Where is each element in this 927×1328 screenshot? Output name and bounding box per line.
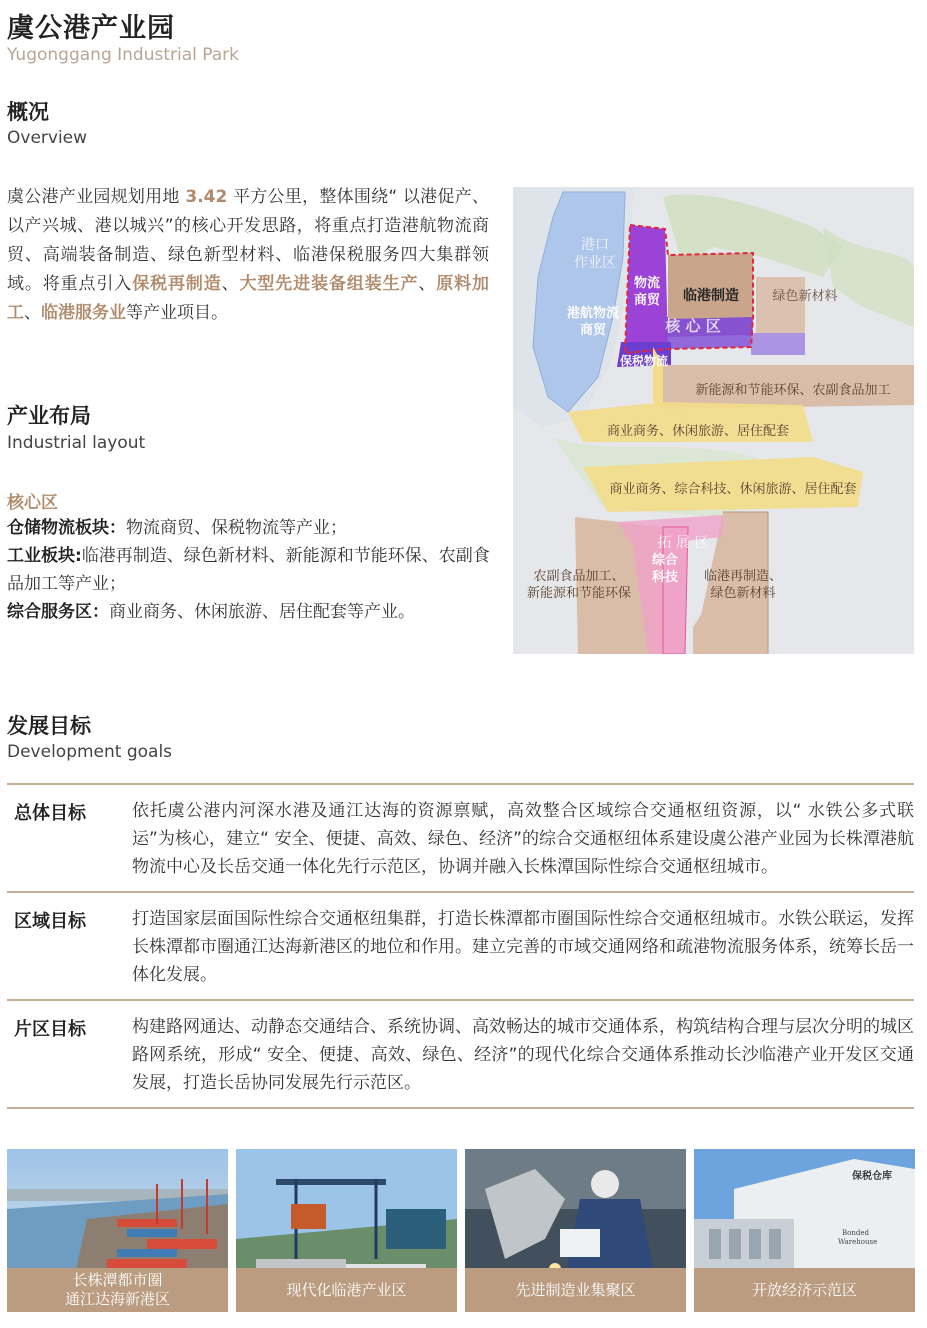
goal-label: 片区目标	[14, 1019, 86, 1040]
caption-text: 开放经济示范区	[751, 1280, 857, 1299]
photo-warehouse	[694, 1149, 915, 1312]
map-label-logistics-l2: 商贸	[579, 323, 607, 338]
warehouse-sign-en2: Warehouse	[838, 1238, 878, 1246]
layout-item	[7, 542, 497, 598]
layout-item	[7, 598, 497, 626]
photo-caption	[465, 1268, 686, 1312]
warehouse-sign-cn: 保税仓库	[852, 1171, 892, 1182]
map-label-port-l2: 作业区	[574, 255, 616, 271]
map-label-bonded: 保税物流	[619, 354, 669, 368]
caption-text: 先进制造业集聚区	[515, 1280, 636, 1299]
goal-label: 区域目标	[14, 911, 86, 932]
map-label-expand: 拓 展 区	[657, 535, 709, 551]
goals-heading-en: Development goals	[7, 742, 173, 762]
layout-item-label: 工业板块:	[7, 546, 82, 566]
map-label-core: 核 心 区	[665, 317, 721, 335]
photo-caption	[694, 1268, 915, 1312]
overview-heading-en: Overview	[7, 128, 88, 148]
overview-text-2: 平方公里，整体围绕“ 以港促产、以产兴城、港以城兴”的核心开发思路，将重点打造港航物流商贸、高端装备制造、绿色新型材料、临港保税服务四大集群领域。将重点引入	[7, 187, 489, 294]
goals-heading: 发展目标	[7, 714, 91, 738]
goal-text: 依托虞公港内河深水港及通江达海的资源禀赋，高效整合区域综合交通枢纽资源，以“ 水铁公多式联运”为核心，建立“ 安全、便捷、高效、绿色、经济”的综合交通枢纽体系建设虞公港产业园为长株潭港航物流中心及长岳交通一体化先行示范区，协调并融入长株潭国际性综合交通枢纽城市。	[132, 801, 914, 877]
industrial-layout-map	[513, 187, 914, 654]
goal-row-overall	[7, 783, 914, 891]
map-label-agri-l1: 农副食品加工、	[533, 569, 625, 584]
goal-text: 打造国家层面国际性综合交通枢纽集群，打造长株潭都市圈国际性综合交通枢纽城市。水铁公联运，发挥长株潭都市圈通江达海新港区的地位和作用。建立完善的市域交通网络和疏港物流服务体系，统筹长岳一体化发展。	[132, 909, 914, 985]
map-label-agri-l2: 新能源和节能环保	[526, 586, 632, 601]
overview-text-3: 等产业项目。	[126, 303, 228, 323]
caption-text: 现代化临港产业区	[286, 1280, 407, 1299]
map-label-reman-l1: 临港再制造、	[703, 569, 783, 584]
photo-caption	[7, 1268, 228, 1312]
layout-item-text: 商业商务、休闲旅游、居住配套等产业。	[109, 602, 415, 622]
layout-heading-en: Industrial layout	[7, 433, 146, 453]
sep: 、	[24, 303, 41, 323]
warehouse-sign-en1: Bonded	[842, 1229, 869, 1237]
goal-row-area	[7, 999, 914, 1109]
sep: 、	[221, 274, 240, 294]
photo-port	[7, 1149, 228, 1312]
highlight-raw: 原料加工	[7, 274, 490, 323]
area-value: 3.42	[185, 187, 228, 207]
map-label-tech-l2: 科技	[651, 570, 679, 585]
map-label-port-l1: 港口	[581, 237, 609, 253]
layout-item-text: 物流商贸、保税物流等产业；	[126, 518, 347, 538]
photo-caption	[236, 1268, 457, 1312]
map-label-wuliu-l2: 商贸	[633, 293, 661, 308]
map-label-biz2: 商业商务、综合科技、休闲旅游、居住配套	[609, 482, 857, 497]
layout-heading: 产业布局	[7, 404, 91, 428]
map-label-biz1: 商业商务、休闲旅游、居住配套	[606, 424, 790, 439]
layout-item-label: 综合服务区：	[7, 602, 109, 622]
caption-text: 长株潭都市圈 通江达海新港区	[64, 1271, 170, 1308]
map-label-linggang: 临港制造	[683, 288, 739, 304]
map-label-wuliu-l1: 物流	[633, 276, 661, 291]
layout-item	[7, 514, 497, 542]
goal-label: 总体目标	[14, 803, 86, 824]
highlight-equipment: 大型先进装备组装生产	[239, 274, 419, 294]
photo-strip	[7, 1149, 914, 1312]
layout-item-label: 仓储物流板块：	[7, 518, 126, 538]
map-label-energy: 新能源和节能环保、农副食品加工	[695, 383, 891, 398]
highlight-bonded: 保税再制造	[132, 274, 222, 294]
sep: 、	[418, 274, 437, 294]
page-title: 虞公港产业园	[7, 13, 175, 44]
page-subtitle: Yugonggang Industrial Park	[7, 45, 240, 65]
layout-item-text: 临港再制造、绿色新材料、新能源和节能环保、农副食品加工等产业；	[7, 546, 490, 594]
overview-text-1: 虞公港产业园规划用地	[7, 187, 186, 207]
map-label-green: 绿色新材料	[772, 289, 838, 304]
highlight-service: 临港服务业	[41, 303, 126, 323]
map-label-tech-l1: 综合	[651, 553, 679, 568]
photo-manufacturing	[465, 1149, 686, 1312]
map-label-logistics-l1: 港航物流	[566, 306, 620, 321]
overview-paragraph	[7, 183, 489, 328]
goal-text: 构建路网通达、动静态交通结合、系统协调、高效畅达的城市交通体系，构筑结构合理与层次分明的城区路网系统，形成“ 安全、便捷、高效、绿色、经济”的现代化综合交通体系推动长沙临港产业开发区交通发展，打造长岳协同发展先行示范区。	[132, 1017, 914, 1093]
goals-table	[7, 783, 914, 1109]
map-label-reman-l2: 绿色新材料	[710, 586, 776, 601]
goal-row-regional	[7, 891, 914, 999]
photo-containers	[236, 1149, 457, 1312]
core-zone-title: 核心区	[7, 493, 58, 513]
map-graphic	[513, 187, 914, 654]
overview-heading: 概况	[7, 100, 49, 124]
